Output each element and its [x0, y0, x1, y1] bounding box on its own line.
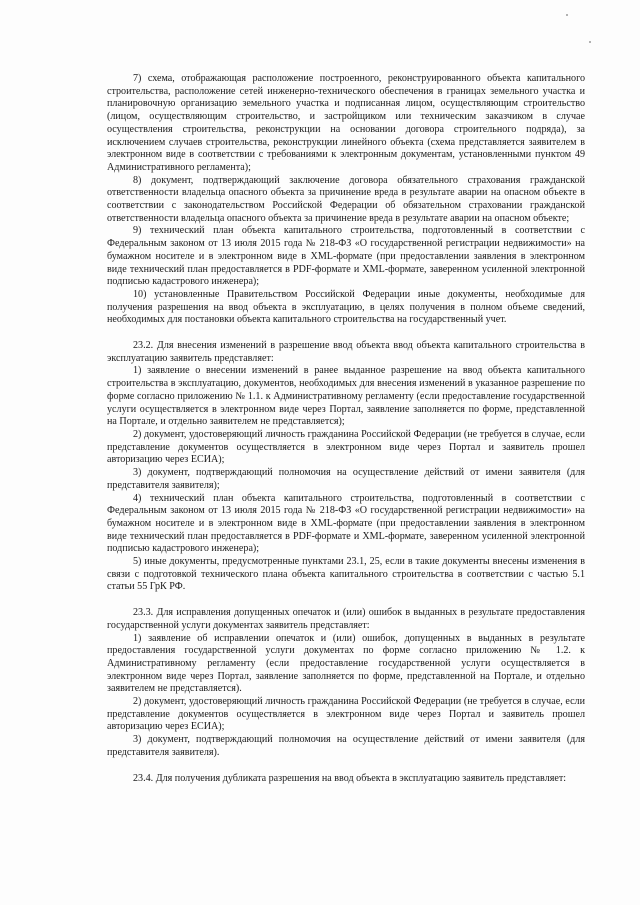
paragraph-23-3-item-1: 1) заявление об исправлении опечаток и (или) ошибок, допущенных в выданных в результате предоставления государственной услуги документах по форме согласно приложению № 1.2. к Административному регламенту (если предоставление государственной услуги осуществляется в электронном виде через Портал, заявление заполняется по форме, представленной на Портале, и отдельно заявителем не представляется). [107, 632, 585, 695]
paragraph-23-3-item-2: 2) документ, удостоверяющий личность гражданина Российской Федерации (не требуется в случае, если представление документов осуществляется в электронном виде через Портал и заявитель прошел авторизацию через ЕСИА); [107, 696, 585, 733]
paragraph-item-7-scheme: 7) схема, отображающая расположение построенного, реконструированного объекта капитального строительства, расположение сетей инженерно-технического обеспечения в границах земельного участка и планировочную организацию земельного участка и подписанная лицом, осуществляющим строительство (лицом, осуществляющим строительство, и застройщиком или техническим заказчиком в случае осуществления строительства, реконструкции на основании договора строительного подряда), за исключением случаев строительства, реконструкции линейного объекта (схема представляется заявителем в электронном виде в соответствии с требованиями к электронным документам, установленными пунктом 49 Административного регламента); [107, 73, 585, 173]
paragraph-23-2-item-5: 5) иные документы, предусмотренные пунктами 23.1, 25, если в такие документы внесены изменения в связи с подготовкой технического плана объекта капитального строительства в соответствии с частью 5.1 статьи 55 ГрК РФ. [107, 556, 585, 593]
section-heading-23-2: 23.2. Для внесения изменений в разрешение ввод объекта ввод объекта капитального строительства в эксплуатацию заявитель представляет: [107, 340, 585, 364]
paragraph-item-8-insurance: 8) документ, подтверждающий заключение договора обязательного страхования гражданской ответственности владельца опасного объекта за причинение вреда в результате аварии на опасном объекте в соответствии с законодательством Российской Федерации об обязательном страховании гражданской ответственности владельца опасного объекта за причинение вреда в результате аварии на опасном объекте; [107, 174, 585, 224]
paragraph-23-2-item-1: 1) заявление о внесении изменений в ранее выданное разрешение на ввод объекта капитального строительства в эксплуатацию, документов, необходимых для внесения изменений в указанное разрешение по форме согласно приложению № 1.1. к Административному регламенту (если предоставление государственной услуги осуществляется в электронном виде через Портал, заявление заполняется по форме, представленной на Портале, и отдельно заявителем не представляется); [107, 365, 585, 428]
section-heading-23-3: 23.3. Для исправления допущенных опечаток и (или) ошибок в выданных в результате предоставления государственной услуги документах заявитель представляет: [107, 607, 585, 631]
paragraph-item-10-other-documents: 10) установленные Правительством Российской Федерации иные документы, необходимые для получения разрешения на ввод объекта в эксплуатацию, в целях получения в полном объеме сведений, необходимых для постановки объекта капитального строительства на государственный учет. [107, 288, 585, 326]
paragraph-23-3-item-3: 3) документ, подтверждающий полномочия на осуществление действий от имени заявителя (для представителя заявителя). [107, 734, 585, 758]
section-gap [107, 760, 585, 773]
paragraph-23-2-item-4: 4) технический план объекта капитального строительства, подготовленный в соответствии с Федеральным законом от 13 июля 2015 года № 218-ФЗ «О государственной регистрации недвижимости» на бумажном носителе и в электронном виде в XML-формате (при предоставлении заявления в электронном виде технический план предоставляется в PDF-формате и XML-формате, заверенном усиленной электронной подписью кадастрового инженера); [107, 492, 585, 555]
scan-speck [589, 41, 591, 43]
document-body [107, 73, 585, 785]
scan-speck [566, 14, 568, 16]
paragraph-item-9-technical-plan: 9) технический план объекта капитального строительства, подготовленный в соответствии с Федеральным законом от 13 июля 2015 года № 218-ФЗ «О государственной регистрации недвижимости» на бумажном носителе и в электронном виде в XML-формате (при предоставлении заявления в электронном виде технический план предоставляется в PDF-формате и XML-формате, заверенном усиленной электронной подписью кадастрового инженера); [107, 225, 585, 288]
section-gap [107, 594, 585, 607]
paragraph-23-2-item-3: 3) документ, подтверждающий полномочия на осуществление действий от имени заявителя (для представителя заявителя); [107, 467, 585, 491]
paragraph-23-2-item-2: 2) документ, удостоверяющий личность гражданина Российской Федерации (не требуется в случае, если представление документов осуществляется в электронном виде через Портал и заявитель прошел авторизацию через ЕСИА); [107, 428, 585, 466]
section-heading-23-4: 23.4. Для получения дубликата разрешения на ввод объекта в эксплуатацию заявитель представляет: [133, 772, 567, 784]
section-gap [107, 327, 585, 340]
